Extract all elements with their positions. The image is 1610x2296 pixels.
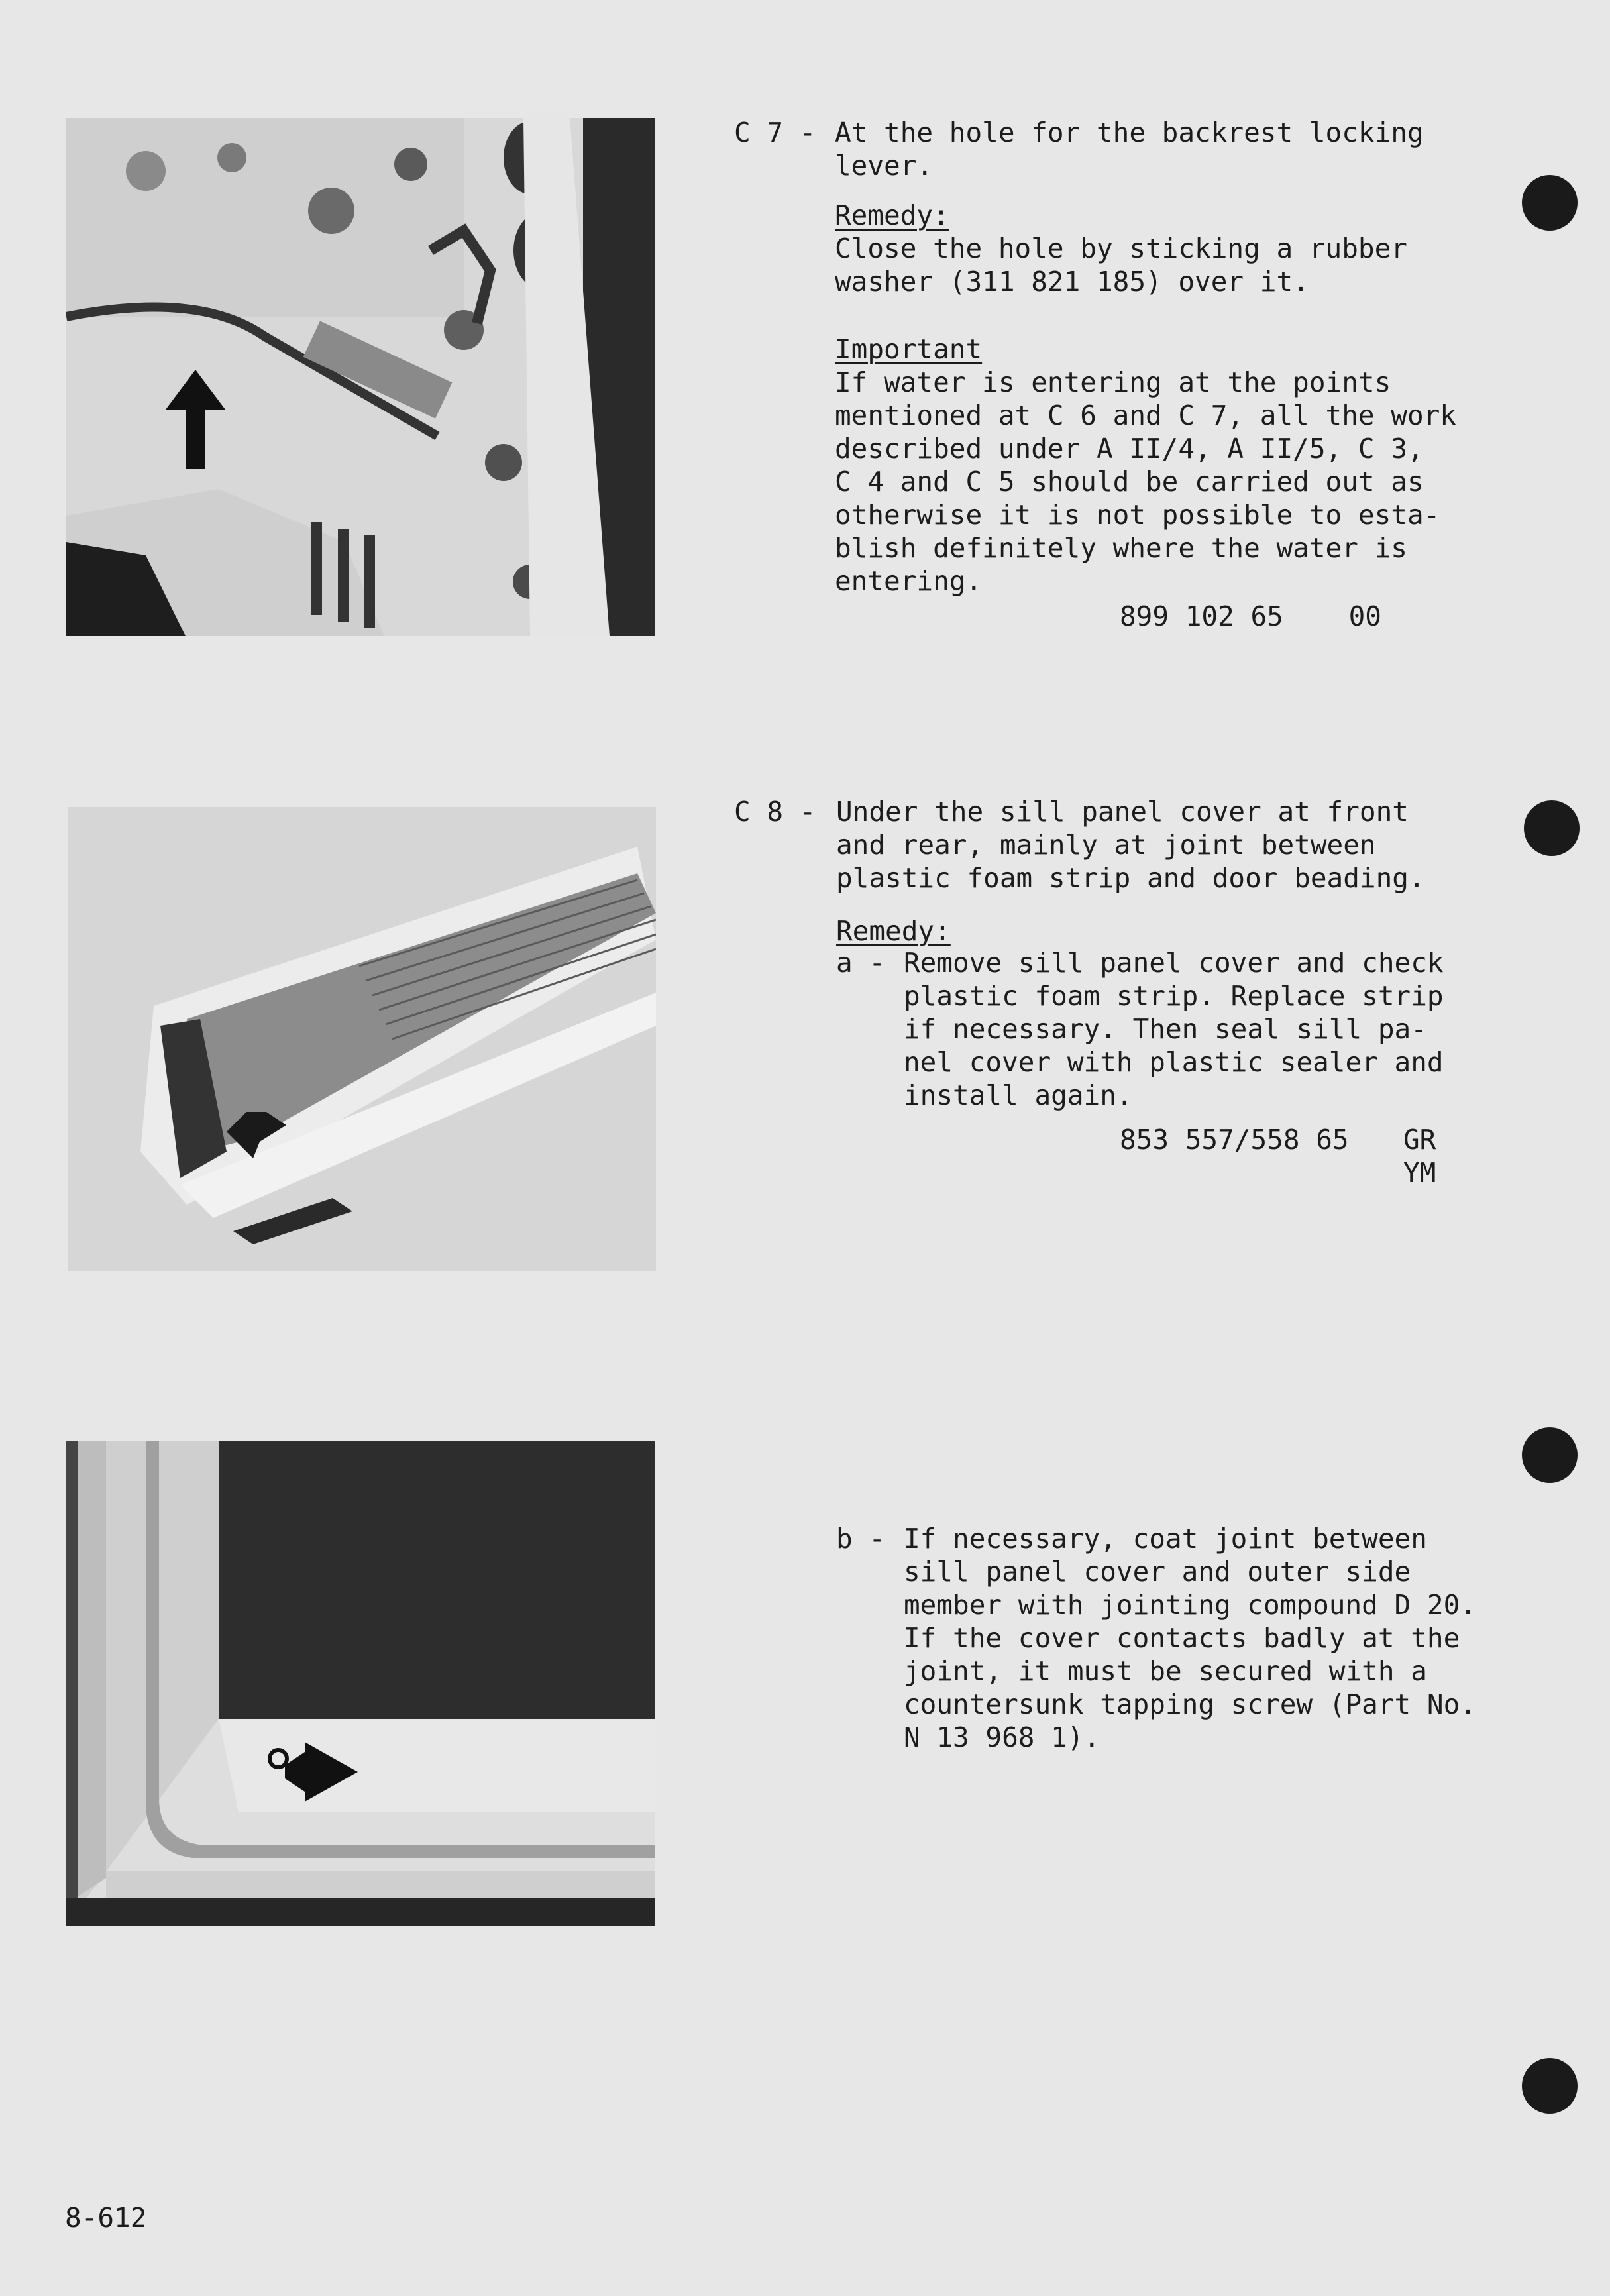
c8b-step-b-line-5: joint, it must be secured with a [904, 1655, 1427, 1687]
c8b-step-b-marker: b - [836, 1523, 886, 1555]
c8-heading-line-2: and rear, mainly at joint between [836, 829, 1376, 861]
punch-hole-1 [1522, 175, 1578, 231]
c8-step-a-marker: a - [836, 947, 886, 979]
c8-step-a-line-3: if necessary. Then seal sill pa- [904, 1013, 1427, 1045]
c7-important-line-3: described under A II/4, A II/5, C 3, [835, 433, 1424, 465]
c8-remedy-label: Remedy: [836, 915, 951, 947]
c8-part-code-2: YM [1403, 1157, 1436, 1189]
punch-hole-4 [1522, 2058, 1578, 2114]
c8-step-a-line-5: install again. [904, 1079, 1133, 1111]
c8-step-a-line-4: nel cover with plastic sealer and [904, 1046, 1444, 1078]
photo-sill-joint-screw [66, 1441, 655, 1926]
c8-part-number: 853 557/558 65 [1120, 1124, 1349, 1156]
c7-heading-line-1: At the hole for the backrest locking [835, 117, 1424, 148]
c8b-step-b-line-3: member with jointing compound D 20. [904, 1589, 1476, 1621]
page-number: 8-612 [65, 2202, 147, 2234]
c7-remedy-label: Remedy: [835, 199, 949, 231]
punch-hole-3 [1522, 1427, 1578, 1483]
c7-important-line-7: entering. [835, 565, 983, 597]
c8b-step-b-line-7: N 13 968 1). [904, 1722, 1100, 1753]
c7-important-line-2: mentioned at C 6 and C 7, all the work [835, 400, 1456, 431]
c8-step-a-line-2: plastic foam strip. Replace strip [904, 980, 1444, 1012]
c7-heading-line-2: lever. [835, 150, 934, 182]
c7-remedy-line-1: Close the hole by sticking a rubber [835, 233, 1407, 264]
c7-important-line-4: C 4 and C 5 should be carried out as [835, 466, 1424, 498]
c8-step-a-line-1: Remove sill panel cover and check [904, 947, 1444, 979]
c7-important-line-1: If water is entering at the points [835, 366, 1391, 398]
c7-important-line-6: blish definitely where the water is [835, 532, 1407, 564]
c8-heading-line-1: Under the sill panel cover at front [836, 796, 1409, 828]
c7-important-label: Important [835, 333, 983, 365]
c8b-step-b-line-2: sill panel cover and outer side [904, 1556, 1411, 1588]
c8-id: C 8 - [734, 796, 816, 828]
c8b-step-b-line-6: countersunk tapping screw (Part No. [904, 1688, 1476, 1720]
c8b-step-b-line-1: If necessary, coat joint between [904, 1523, 1427, 1555]
punch-hole-2 [1524, 800, 1580, 856]
c8-heading-line-3: plastic foam strip and door beading. [836, 862, 1425, 894]
photo-backrest-locking-lever [66, 118, 655, 636]
c7-id: C 7 - [734, 117, 816, 148]
c7-part-number: 899 102 65 00 [1120, 600, 1381, 632]
c7-remedy-line-2: washer (311 821 185) over it. [835, 266, 1309, 298]
c8b-step-b-line-4: If the cover contacts badly at the [904, 1622, 1460, 1654]
c7-important-line-5: otherwise it is not possible to esta- [835, 499, 1440, 531]
photo-sill-panel-cover [68, 807, 656, 1271]
c8-part-code-1: GR [1403, 1124, 1436, 1156]
